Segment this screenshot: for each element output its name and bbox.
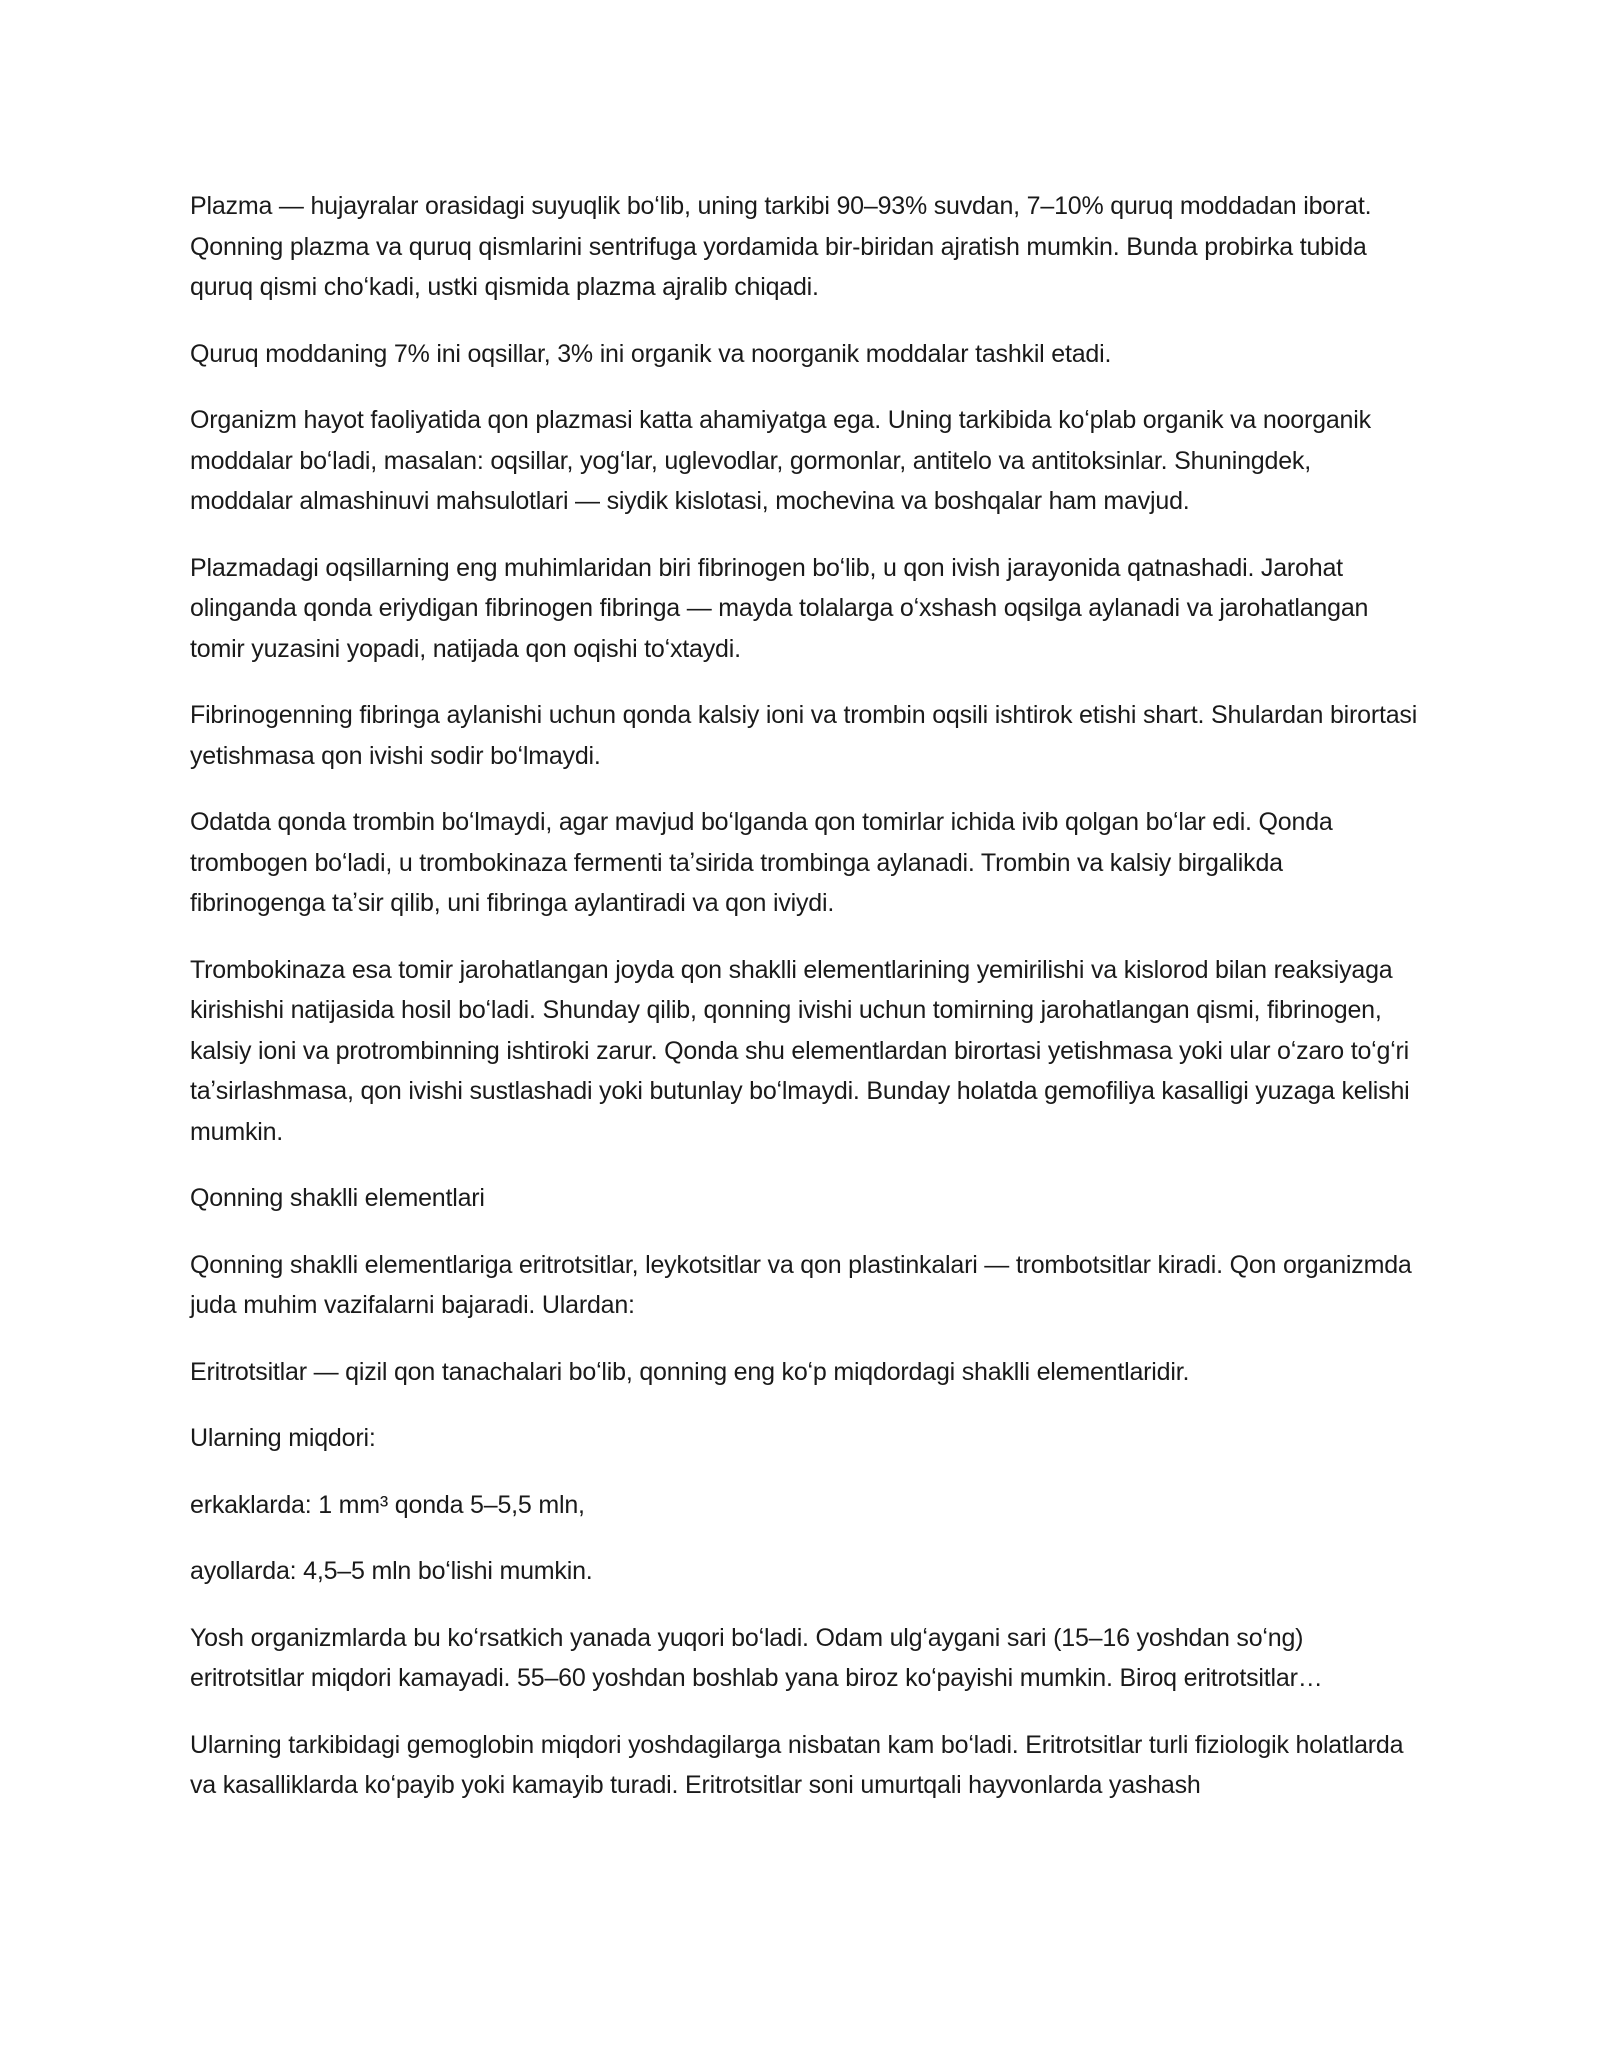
paragraph-hemoglobin: Ularning tarkibidagi gemoglobin miqdori yoshdagilarga nisbatan kam boʻladi. Eritrotsitlar turli fiziologik holatlarda va kasalliklarda koʻpayib yoki kamayib turadi. Eritrotsitlar soni umurtqali hayvonlarda yashash [190,1730,1404,1799]
section-heading-formed-elements: Qonning shaklli elementlari [190,1184,485,1212]
paragraph-erythrocytes: Eritrotsitlar — qizil qon tanachalari boʻlib, qonning eng koʻp miqdordagi shaklli elementlaridir. [190,1357,1190,1386]
paragraph-count-intro: Ularning miqdori: [190,1424,376,1452]
paragraph-plazma-definition: Plazma — hujayralar orasidagi suyuqlik boʻlib, uning tarkibi 90–93% suvdan, 7–10% quruq moddadan iborat. Qonning plazma va quruq qismlarini sentrifuga yordamida bir-biridan ajratish mumkin. Bunda probirka tubida quruq qismi choʻkadi, ustki qismida plazma ajralib chiqadi. [190,192,1372,301]
paragraph-thrombin: Odatda qonda trombin boʻlmaydi, agar mavjud boʻlganda qon tomirlar ichida ivib qolgan boʻlar edi. Qonda trombogen boʻladi, u trombokinaza fermenti taʼsirida trombinga aylanadi. Trombin va kalsiy birgalikda fibrinogenga taʼsir qilib, uni fibringa aylantiradi va qon iviydi. [190,808,1333,917]
document-body [190,186,1420,1832]
paragraph-age-variation: Yosh organizmlarda bu koʻrsatkich yanada yuqori boʻladi. Odam ulgʻaygani sari (15–16 yoshdan soʻng) eritrotsitlar miqdori kamayadi. 55–60 yoshdan boshlab yana biroz koʻpayishi mumkin. Biroq eritrotsitlar… [190,1623,1323,1692]
paragraph-plasma-importance: Organizm hayot faoliyatida qon plazmasi katta ahamiyatga ega. Uning tarkibida koʻplab organik va noorganik moddalar boʻladi, masalan: oqsillar, yogʻlar, uglevodlar, gormonlar, antitelo va antitoksinlar. Shuningdek, moddalar almashinuvi mahsulotlari — siydik kislotasi, mochevina va boshqalar ham mavjud. [190,406,1371,515]
paragraph-formed-elements: Qonning shaklli elementlariga eritrotsitlar, leykotsitlar va qon plastinkalari — trombotsitlar kiradi. Qon organizmda juda muhim vazifalarni bajaradi. Ulardan: [190,1250,1412,1319]
paragraph-fibrinogen: Plazmadagi oqsillarning eng muhimlaridan biri fibrinogen boʻlib, u qon ivish jarayonida qatnashadi. Jarohat olinganda qonda eriydigan fibrinogen fibringa — mayda tolalarga oʻxshash oqsilga aylanadi va jarohatlangan tomir yuzasini yopadi, natijada qon oqishi toʻxtaydi. [190,553,1369,663]
paragraph-count-men: erkaklarda: 1 mm³ qonda 5–5,5 mln, [190,1490,585,1519]
paragraph-fibrin-conversion: Fibrinogenning fibringa aylanishi uchun qonda kalsiy ioni va trombin oqsili ishtirok etishi shart. Shulardan birortasi yetishmasa qon ivishi sodir boʻlmaydi. [190,701,1418,770]
paragraph-count-women: ayollarda: 4,5–5 mln boʻlishi mumkin. [190,1557,593,1585]
paragraph-dry-matter: Quruq moddaning 7% ini oqsillar, 3% ini organik va noorganik moddalar tashkil etadi. [190,339,1112,368]
paragraph-thrombokinase: Trombokinaza esa tomir jarohatlangan joyda qon shaklli elementlarining yemirilishi va kislorod bilan reaksiyaga kirishishi natijasida hosil boʻladi. Shunday qilib, qonning ivishi uchun tomirning jarohatlangan qismi, fibrinogen, kalsiy ioni va protrombinning ishtiroki zarur. Qonda shu elementlardan birortasi yetishmasa yoki ular oʻzaro toʻgʻri taʼsirlashmasa, qon ivishi sustlashadi yoki butunlay boʻlmaydi. Bunday holatda gemofiliya kasalligi yuzaga kelishi mumkin. [190,955,1410,1146]
